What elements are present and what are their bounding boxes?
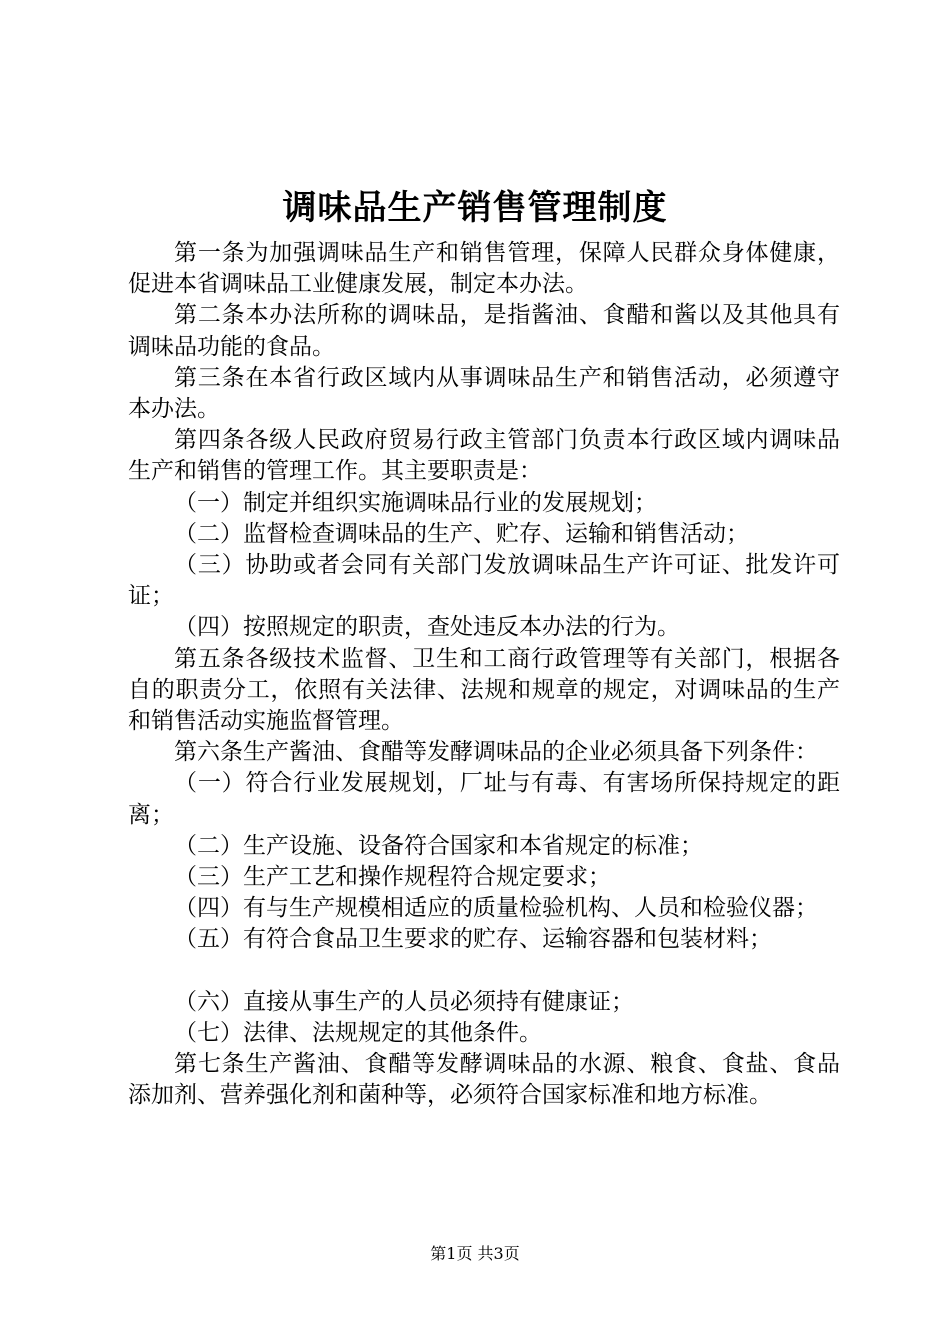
paragraph-article-3: 第三条在本省行政区域内从事调味品生产和销售活动，必须遵守本办法。 xyxy=(128,364,840,423)
paragraph-article-6: 第六条生产酱油、食醋等发酵调味品的企业必须具备下列条件： xyxy=(174,739,818,766)
paragraph-article-6-item-3: （三）生产工艺和操作规程符合规定要求； xyxy=(174,864,611,891)
paragraph-article-4: 第四条各级人民政府贸易行政主管部门负责本行政区域内调味品生产和销售的管理工作。其主要职责是： xyxy=(128,427,840,485)
document-title: 调味品生产销售管理制度 xyxy=(282,188,668,228)
paragraph-article-6-item-6: （六）直接从事生产的人员必须持有健康证； xyxy=(174,988,634,1015)
paragraph-article-5: 第五条各级技术监督、卫生和工商行政管理等有关部门，根据各自的职责分工，依照有关法律、法规和规章的规定，对调味品的生产和销售活动实施监督管理。 xyxy=(128,645,840,735)
page-footer: 第1页 共3页 xyxy=(430,1244,520,1263)
paragraph-article-4-item-2: （二）监督检查调味品的生产、贮存、运输和销售活动； xyxy=(174,520,749,547)
paragraph-article-4-item-3: （三）协助或者会同有关部门发放调味品生产许可证、批发许可证； xyxy=(128,552,840,610)
paragraph-article-2: 第二条本办法所称的调味品，是指酱油、食醋和酱以及其他具有调味品功能的食品。 xyxy=(128,302,840,360)
paragraph-article-6-item-2: （二）生产设施、设备符合国家和本省规定的标准； xyxy=(174,832,703,859)
paragraph-article-6-item-5: （五）有符合食品卫生要求的贮存、运输容器和包装材料； xyxy=(174,926,772,953)
paragraph-article-7: 第七条生产酱油、食醋等发酵调味品的水源、粮食、食盐、食品添加剂、营养强化剂和菌种等，必须符合国家标准和地方标准。 xyxy=(128,1051,840,1109)
paragraph-article-6-item-4: （四）有与生产规模相适应的质量检验机构、人员和检验仪器； xyxy=(174,895,818,922)
paragraph-article-6-item-7: （七）法律、法规规定的其他条件。 xyxy=(174,1019,542,1046)
paragraph-article-1: 第一条为加强调味品生产和销售管理，保障人民群众身体健康，促进本省调味品工业健康发展，制定本办法。 xyxy=(128,240,840,298)
paragraph-article-4-item-4: （四）按照规定的职责，查处违反本办法的行为。 xyxy=(174,614,680,641)
paragraph-article-6-item-1: （一）符合行业发展规划，厂址与有毒、有害场所保持规定的距离； xyxy=(128,770,840,828)
document-body xyxy=(128,238,840,1111)
paragraph-article-4-item-1: （一）制定并组织实施调味品行业的发展规划； xyxy=(174,489,657,516)
